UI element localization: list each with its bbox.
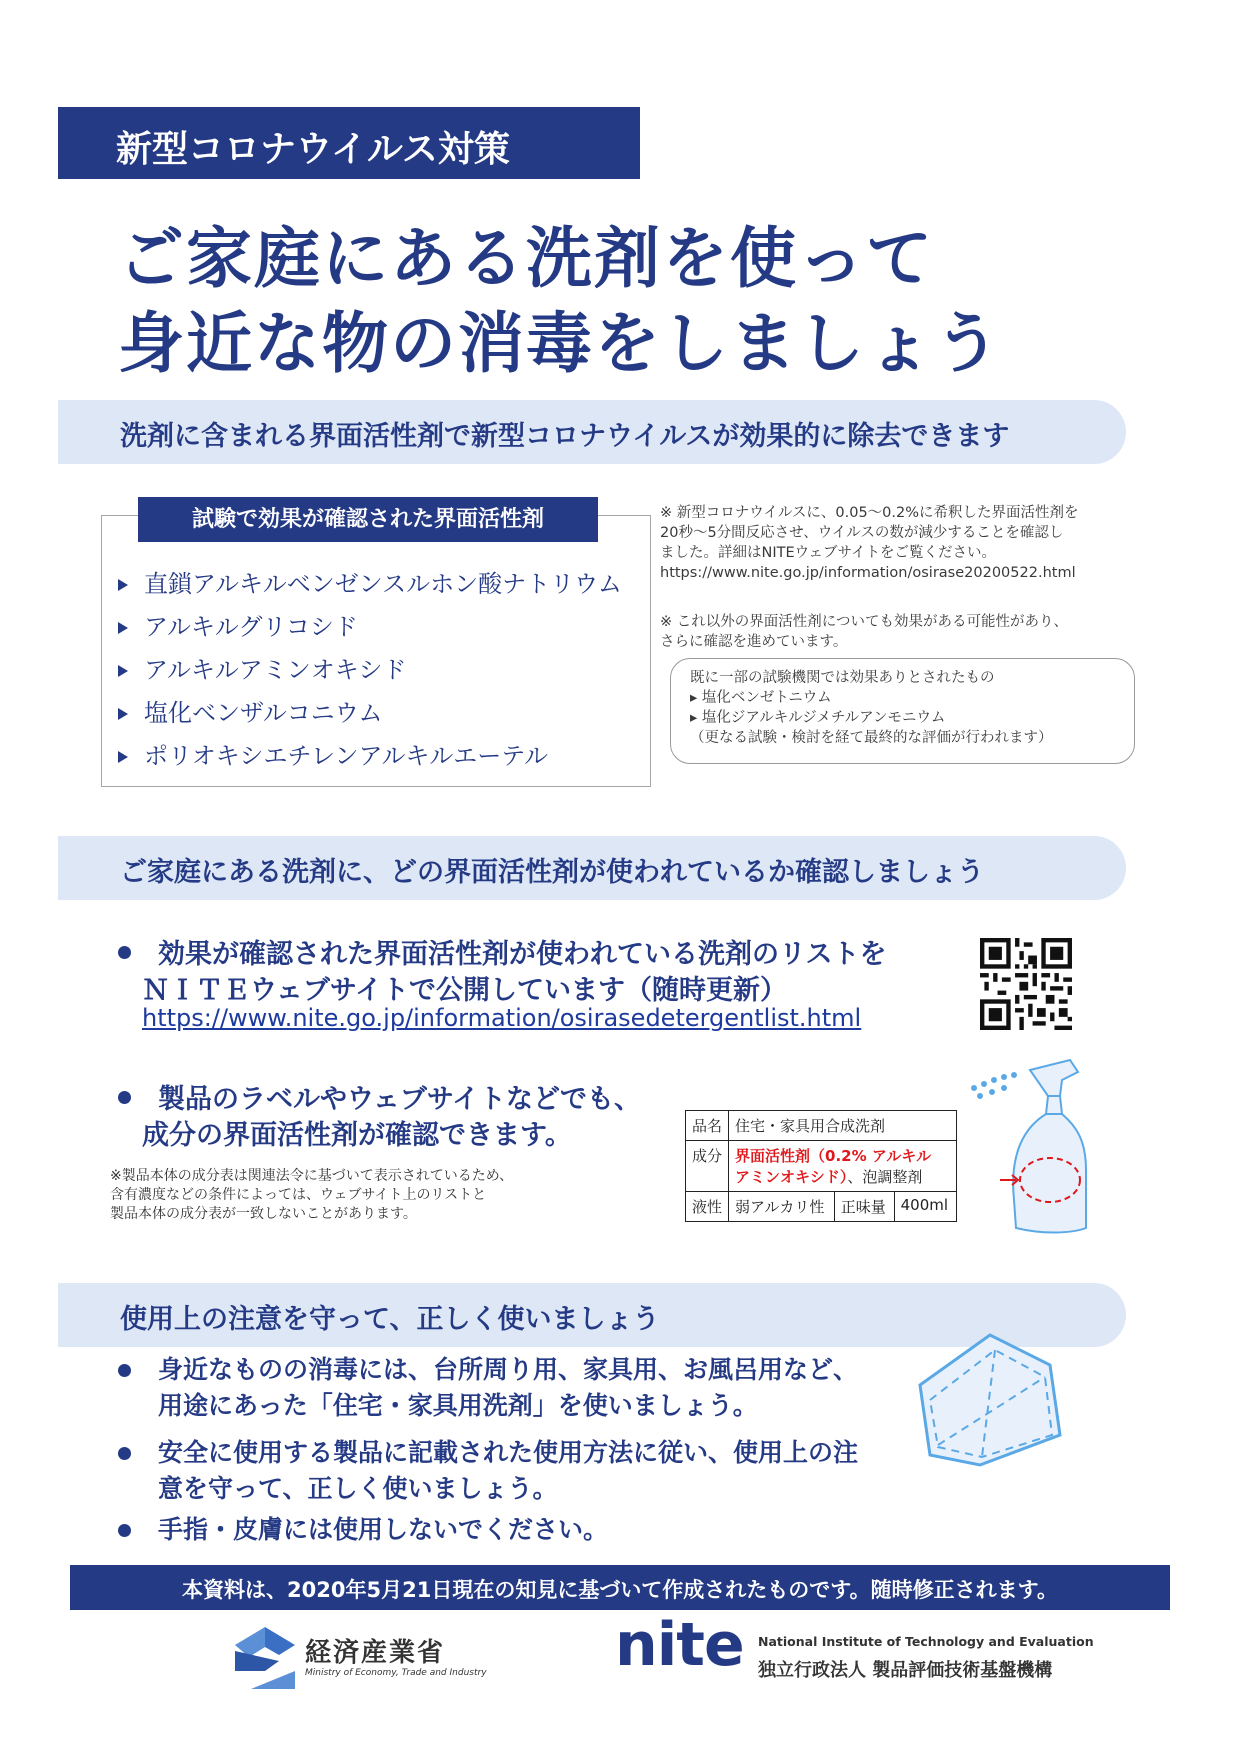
label-ingredients: 界面活性剤（0.2% アルキル アミンオキシド）、泡調整剤 bbox=[729, 1141, 957, 1192]
section3-banner-text: 使用上の注意を守って、正しく使いましょう bbox=[120, 1304, 660, 1335]
qr-code-icon[interactable] bbox=[980, 938, 1072, 1030]
triangle-bullet-icon bbox=[118, 708, 128, 720]
triangle-bullet-icon bbox=[118, 622, 128, 634]
list-notice-line1: 効果が確認された界面活性剤が使われている洗剤のリストを bbox=[158, 939, 887, 970]
topic-bar bbox=[58, 107, 640, 179]
bullet-dot-icon bbox=[118, 1524, 131, 1537]
label-value: 弱アルカリ性 bbox=[729, 1192, 835, 1222]
surfactant-item: ポリオキシエチレンアルキルエーテル bbox=[118, 736, 548, 771]
ingredient-table-note: ※製品本体の成分表は関連法令に基づいて表示されているため、 含有濃度などの条件によっては、ウェブサイト上のリストと 製品本体の成分表が一致しないことがあります。 bbox=[110, 1168, 514, 1222]
page-title-line1: ご家庭にある洗剤を使って bbox=[118, 220, 934, 297]
nite-english: National Institute of Technology and Evaluation bbox=[758, 1634, 1094, 1649]
section1-banner-text: 洗剤に含まれる界面活性剤で新型コロナウイルスが効果的に除去できます bbox=[120, 421, 1010, 452]
label-notice-line1: 製品のラベルやウェブサイトなどでも、 bbox=[158, 1084, 642, 1115]
section2-banner-text: ご家庭にある洗剤に、どの界面活性剤が使われているか確認しましょう bbox=[120, 857, 984, 888]
footer-notice-bar bbox=[70, 1565, 1170, 1610]
label-key: 成分 bbox=[686, 1141, 729, 1192]
product-label-table bbox=[685, 1110, 957, 1222]
triangle-bullet-icon bbox=[118, 665, 128, 677]
topic-label: 新型コロナウイルス対策 bbox=[116, 129, 510, 170]
cleaning-cloth-icon bbox=[900, 1325, 1070, 1475]
list-notice-line2: ＮＩＴＥウェブサイトで公開しています（随時更新） bbox=[142, 975, 788, 1006]
table-row bbox=[686, 1192, 957, 1222]
caution-item: 手指・皮膚には使用しないでください。 bbox=[158, 1515, 609, 1544]
surfactant-box-title: 試験で効果が確認された界面活性剤 bbox=[138, 497, 598, 542]
surfactant-item: 塩化ベンザルコニウム bbox=[118, 693, 383, 728]
test-note: ※ 新型コロナウイルスに、0.05～0.2%に希釈した界面活性剤を 20秒～5分間反応させ、ウイルスの数が減少することを確認し ました。詳細はNITEウェブサイトをご覧ください。 https://www.nite.go.jp/information/osirase20200522.html bbox=[660, 505, 1079, 581]
detergent-list-link[interactable]: https://www.nite.go.jp/information/osirasedetergentlist.html bbox=[142, 1004, 862, 1032]
label-value: 400ml bbox=[894, 1192, 956, 1222]
surfactant-item: アルキルアミンオキシド bbox=[118, 650, 407, 685]
bullet-dot-icon bbox=[118, 946, 131, 959]
label-key: 正味量 bbox=[834, 1192, 894, 1222]
bullet-dot-icon bbox=[118, 1447, 131, 1460]
section2-banner bbox=[58, 836, 1126, 900]
triangle-bullet-icon bbox=[118, 579, 128, 591]
caution-item: 安全に使用する製品に記載された使用方法に従い、使用上の注 意を守って、正しく使いましょう。 bbox=[158, 1438, 859, 1503]
meti-name: 経済産業省 bbox=[305, 1638, 446, 1668]
section1-banner bbox=[58, 400, 1126, 464]
nite-japanese: 独立行政法人 製品評価技術基盤機構 bbox=[758, 1660, 1053, 1681]
further-note: ※ これ以外の界面活性剤についても効果がある可能性があり、 さらに確認を進めています。 bbox=[660, 614, 1068, 650]
bullet-dot-icon bbox=[118, 1364, 131, 1377]
bullet-dot-icon bbox=[118, 1091, 131, 1104]
table-row bbox=[686, 1111, 957, 1141]
triangle-bullet-icon bbox=[118, 751, 128, 763]
page-title-line2: 身近な物の消毒をしましょう bbox=[118, 305, 1002, 382]
label-key: 液性 bbox=[686, 1192, 729, 1222]
label-value: 住宅・家具用合成洗剤 bbox=[729, 1111, 957, 1141]
label-notice-line2: 成分の界面活性剤が確認できます。 bbox=[142, 1120, 572, 1151]
meti-logo-icon bbox=[235, 1627, 295, 1689]
nite-logo: nite bbox=[615, 1610, 744, 1680]
meti-english: Ministry of Economy, Trade and Industry bbox=[305, 1668, 487, 1678]
label-key: 品名 bbox=[686, 1111, 729, 1141]
spray-bottle-icon bbox=[960, 1050, 1100, 1240]
other-surfactants-list: 既に一部の試験機関では効果ありとされたもの ▸ 塩化ベンゼトニウム ▸ 塩化ジアルキルジメチルアンモニウム （更なる試験・検討を経て最終的な評価が行われます） bbox=[690, 670, 1053, 746]
note-url[interactable]: https://www.nite.go.jp/information/osirase20200522.html bbox=[660, 565, 1076, 581]
surfactant-item: 直鎖アルキルベンゼンスルホン酸ナトリウム bbox=[118, 564, 622, 599]
surfactant-item: アルキルグリコシド bbox=[118, 607, 358, 642]
footer-notice: 本資料は、2020年5月21日現在の知見に基づいて作成されたものです。随時修正されます。 bbox=[182, 1578, 1058, 1602]
table-row bbox=[686, 1141, 957, 1192]
caution-item: 身近なものの消毒には、台所周り用、家具用、お風呂用など、 用途にあった「住宅・家具用洗剤」を使いましょう。 bbox=[158, 1355, 859, 1420]
